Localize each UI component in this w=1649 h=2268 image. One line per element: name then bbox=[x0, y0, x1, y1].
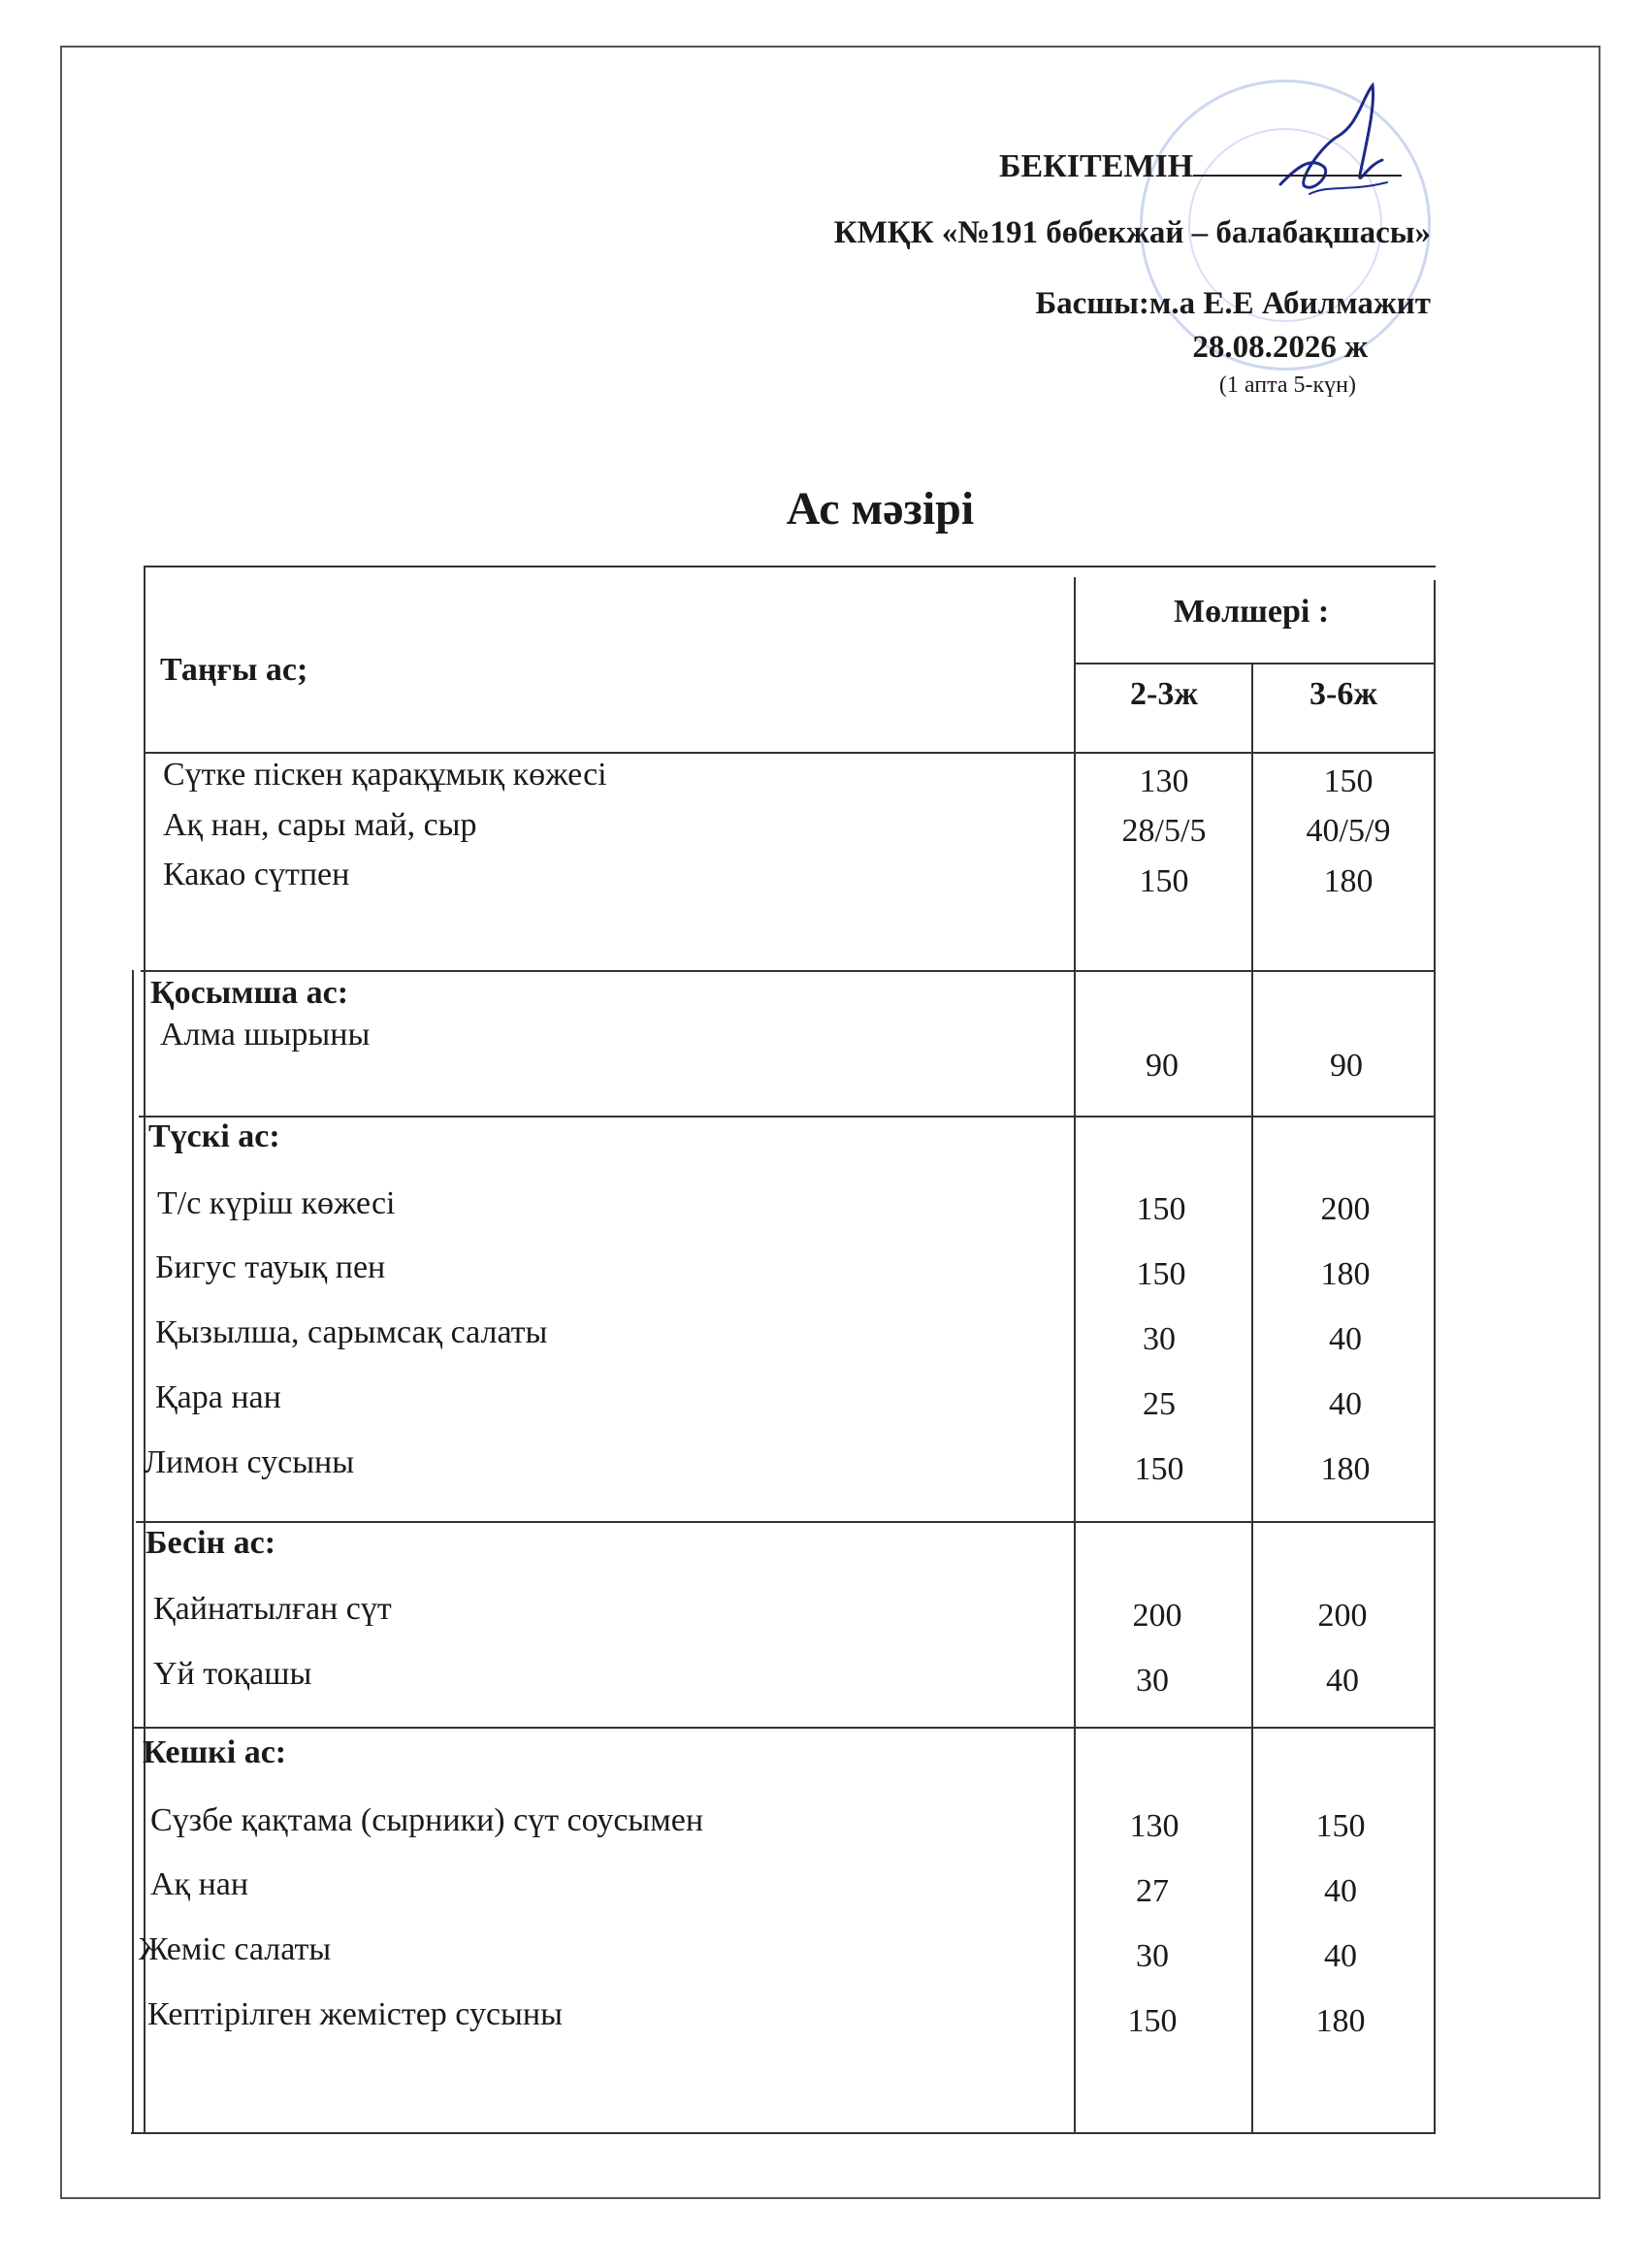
qty-3-6: 180 bbox=[1320, 1256, 1371, 1292]
qty-2-3: 200 bbox=[1132, 1598, 1182, 1634]
dish-name: Ақ нан, сары май, сыр bbox=[163, 807, 477, 843]
qty-3-6: 150 bbox=[1315, 1808, 1366, 1844]
qty-3-6: 40 bbox=[1326, 1663, 1359, 1699]
table-line-dinner bbox=[134, 1727, 1436, 1729]
dish-name: Жеміс салаты bbox=[139, 1931, 332, 1967]
qty-3-6: 90 bbox=[1330, 1048, 1363, 1084]
table-border-right bbox=[1434, 580, 1436, 2134]
qty-3-6: 180 bbox=[1320, 1451, 1371, 1487]
qty-3-6: 40/5/9 bbox=[1306, 813, 1391, 849]
dish-name: Т/с күріш көжесі bbox=[157, 1185, 396, 1221]
table-line-snack bbox=[141, 970, 1436, 972]
qty-2-3: 150 bbox=[1136, 1191, 1186, 1227]
qty-2-3: 30 bbox=[1136, 1938, 1169, 1974]
dish-name: Сүзбе қақтама (сырники) сүт соусымен bbox=[150, 1802, 704, 1838]
approval-date: 28.08.2026 ж bbox=[1192, 330, 1368, 365]
dish-name: Қара нан bbox=[155, 1379, 281, 1415]
signature-underline bbox=[1193, 146, 1402, 177]
dish-name: Лимон сусыны bbox=[144, 1444, 355, 1480]
table-line-afternoon bbox=[136, 1521, 1436, 1523]
age-col-1-header: 2-3ж bbox=[1130, 676, 1198, 712]
lunch-header: Түскі ас: bbox=[148, 1118, 280, 1154]
qty-2-3: 150 bbox=[1136, 1256, 1186, 1292]
organization-name: КМҚК «№191 бөбекжай – балабақшасы» bbox=[833, 215, 1431, 250]
qty-2-3: 150 bbox=[1127, 2003, 1178, 2039]
dish-name: Ақ нан bbox=[150, 1866, 249, 1902]
qty-3-6: 200 bbox=[1320, 1191, 1371, 1227]
qty-2-3: 27 bbox=[1136, 1873, 1169, 1909]
qty-3-6: 200 bbox=[1317, 1598, 1368, 1634]
qty-2-3: 150 bbox=[1134, 1451, 1184, 1487]
table-line-lunch bbox=[139, 1116, 1436, 1118]
qty-3-6: 40 bbox=[1329, 1321, 1362, 1357]
snack-header: Қосымша ас: bbox=[150, 975, 349, 1011]
table-line-amount-header bbox=[1074, 663, 1436, 664]
table-divider-ages bbox=[1251, 663, 1253, 2134]
qty-2-3: 30 bbox=[1143, 1321, 1176, 1357]
page-title: Ас мәзірі bbox=[786, 483, 975, 535]
dish-name: Қызылша, сарымсақ салаты bbox=[155, 1314, 548, 1350]
qty-3-6: 40 bbox=[1329, 1386, 1362, 1422]
qty-2-3: 30 bbox=[1136, 1663, 1169, 1699]
qty-2-3: 130 bbox=[1139, 763, 1189, 799]
dinner-header: Кешкі ас: bbox=[143, 1734, 287, 1770]
qty-3-6: 150 bbox=[1323, 763, 1374, 799]
table-line-header bbox=[144, 752, 1436, 754]
dish-name: Кептірілген жемістер сусыны bbox=[147, 1996, 563, 2032]
dish-name: Какао сүтпен bbox=[163, 857, 350, 892]
qty-3-6: 40 bbox=[1324, 1938, 1357, 1974]
week-day: (1 апта 5-күн) bbox=[1218, 373, 1356, 398]
qty-2-3: 130 bbox=[1129, 1808, 1180, 1844]
age-col-2-header: 3-6ж bbox=[1310, 676, 1377, 712]
qty-3-6: 180 bbox=[1315, 2003, 1366, 2039]
qty-3-6: 180 bbox=[1323, 863, 1374, 899]
dish-name: Үй тоқашы bbox=[153, 1656, 312, 1692]
dish-name: Сүтке піскен қарақұмық көжесі bbox=[163, 757, 607, 793]
dish-name: Алма шырыны bbox=[160, 1017, 371, 1053]
table-border-bottom bbox=[131, 2132, 1436, 2134]
qty-2-3: 90 bbox=[1146, 1048, 1179, 1084]
qty-3-6: 40 bbox=[1324, 1873, 1357, 1909]
table-border-top bbox=[144, 566, 1436, 567]
table-divider-amounts bbox=[1074, 577, 1076, 2134]
qty-2-3: 150 bbox=[1139, 863, 1189, 899]
table-border-left bbox=[144, 566, 146, 2134]
director-name: Басшы:м.а Е.Е Абилмажит bbox=[1035, 286, 1431, 321]
qty-2-3: 25 bbox=[1143, 1386, 1176, 1422]
dish-name: Бигус тауық пен bbox=[155, 1249, 386, 1285]
approve-word: БЕКІТЕМІН bbox=[999, 148, 1194, 184]
afternoon-header: Бесін ас: bbox=[146, 1525, 276, 1561]
approval-line bbox=[999, 146, 1402, 185]
breakfast-header: Таңғы ас; bbox=[160, 652, 308, 688]
dish-name: Қайнатылған сүт bbox=[153, 1591, 392, 1627]
amount-header: Мөлшері : bbox=[1174, 594, 1330, 630]
qty-2-3: 28/5/5 bbox=[1121, 813, 1207, 849]
table-border-left-lower bbox=[132, 970, 134, 2134]
